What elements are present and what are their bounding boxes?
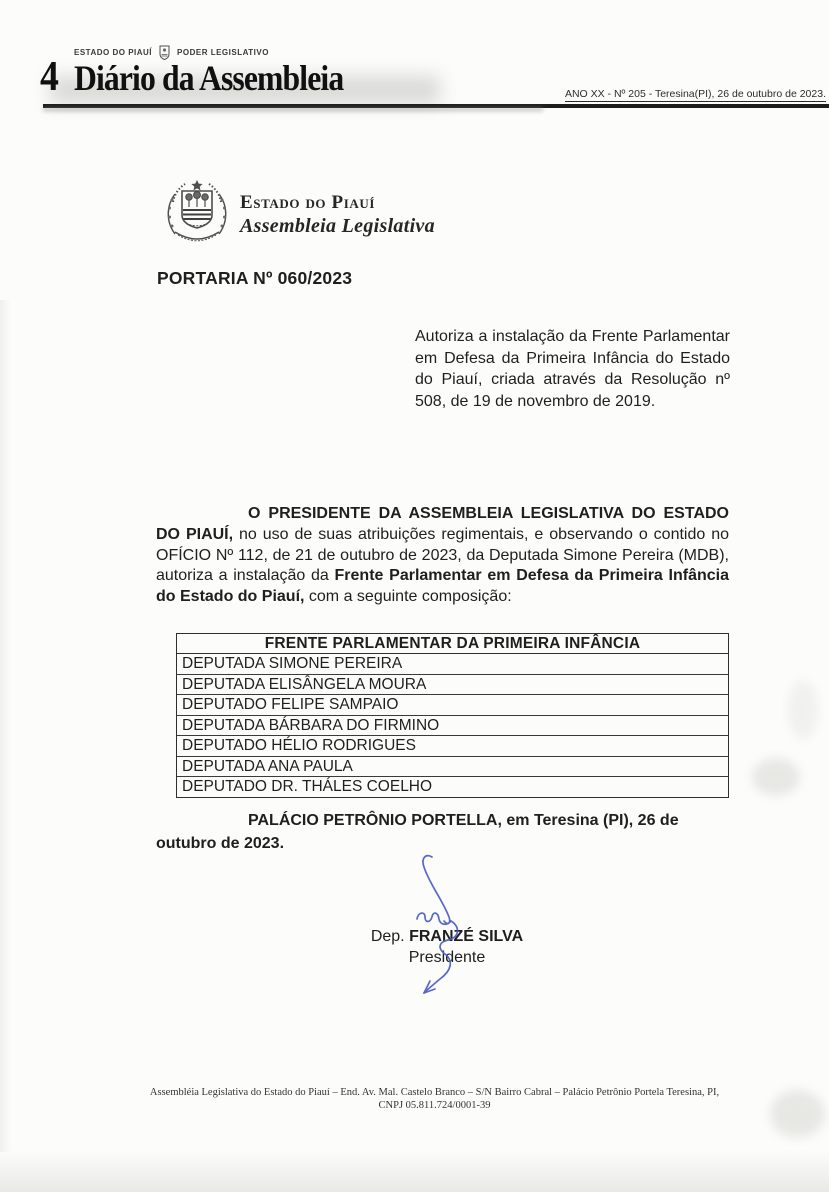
- letterhead-state-name: Estado do Piauí: [240, 192, 375, 213]
- table-row: DEPUTADO FELIPE SAMPAIO: [177, 695, 728, 716]
- composition-table: [176, 633, 729, 798]
- scan-smudge: [788, 680, 818, 740]
- table-row: DEPUTADA ANA PAULA: [177, 757, 728, 778]
- table-row: DEPUTADA ELISÂNGELA MOURA: [177, 675, 728, 696]
- document-body-paragraph: [156, 504, 729, 608]
- signatory-prefix: Dep.: [370, 928, 410, 945]
- scan-smudge: [752, 758, 800, 796]
- table-row: DEPUTADA SIMONE PEREIRA: [177, 654, 728, 675]
- table-row: DEPUTADO DR. THÁLES COELHO: [182, 778, 433, 795]
- header-rule-shadow: [43, 108, 543, 111]
- table-body: [177, 654, 728, 797]
- text-segment: Frente Parlamentar em Defesa da Primeira Infância do Estado do Piauí,: [156, 567, 729, 606]
- footer-address: Assembléia Legislativa do Estado do Piauí – End. Av. Mal. Castelo Branco – S/N Bairro Cabral – Palácio Petrônio Portela Teresina, PI,: [149, 1087, 720, 1098]
- scan-bottom-shadow: [0, 1150, 829, 1192]
- table-row: DEPUTADA BÁRBARA DO FIRMINO: [177, 716, 728, 737]
- masthead: [40, 56, 380, 98]
- signatory-role: Presidente: [408, 949, 486, 966]
- text-segment: com a seguinte composição:: [304, 588, 512, 606]
- page-number: 4: [40, 54, 59, 100]
- superline-state-label: ESTADO DO PIAUÍ: [74, 48, 153, 57]
- table-row: DEPUTADO HÉLIO RODRIGUES: [177, 736, 728, 757]
- document-title: PORTARIA Nº 060/2023: [157, 268, 353, 288]
- document-summary: Autoriza a instalação da Frente Parlamentar em Defesa da Primeira Infância do Estado do Piauí, criada através da Resolução nº 508, de 19 de novembro de 2019.: [415, 328, 730, 410]
- closing-paragraph: PALÁCIO PETRÔNIO PORTELLA, em Teresina (PI), 26 de outubro de 2023.: [156, 812, 679, 852]
- superline-branch-label: PODER LEGISLATIVO: [177, 48, 269, 57]
- letterhead-text: [240, 193, 435, 239]
- signatory-name: FRANZÉ SILVA: [409, 928, 524, 945]
- piaui-coat-of-arms-icon: [161, 176, 233, 250]
- letterhead-institution: Assembleia Legislativa: [240, 214, 435, 237]
- text-segment: no uso de suas atribuições regimentais, e observando o contido no OFÍCIO Nº 112, de 21 de outubro de 2023, da Deputada Simone Pereira (MDB), autoriza a instalação da: [156, 525, 730, 585]
- footer-cnpj: CNPJ 05.811.724/0001-39: [378, 1100, 491, 1111]
- text-segment: O PRESIDENTE DA ASSEMBLEIA LEGISLATIVA DO ESTADO DO PIAUÍ,: [156, 505, 729, 543]
- handwritten-signature: [399, 851, 491, 999]
- scan-left-shadow: [0, 300, 11, 1152]
- edition-line: ANO XX - Nº 205 - Teresina(PI), 26 de outubro de 2023.: [564, 88, 826, 100]
- page-footer: [90, 1086, 779, 1112]
- table-header: FRENTE PARLAMENTAR DA PRIMEIRA INFÂNCIA: [177, 634, 728, 654]
- masthead-title: Diário da Assembleia: [74, 58, 344, 98]
